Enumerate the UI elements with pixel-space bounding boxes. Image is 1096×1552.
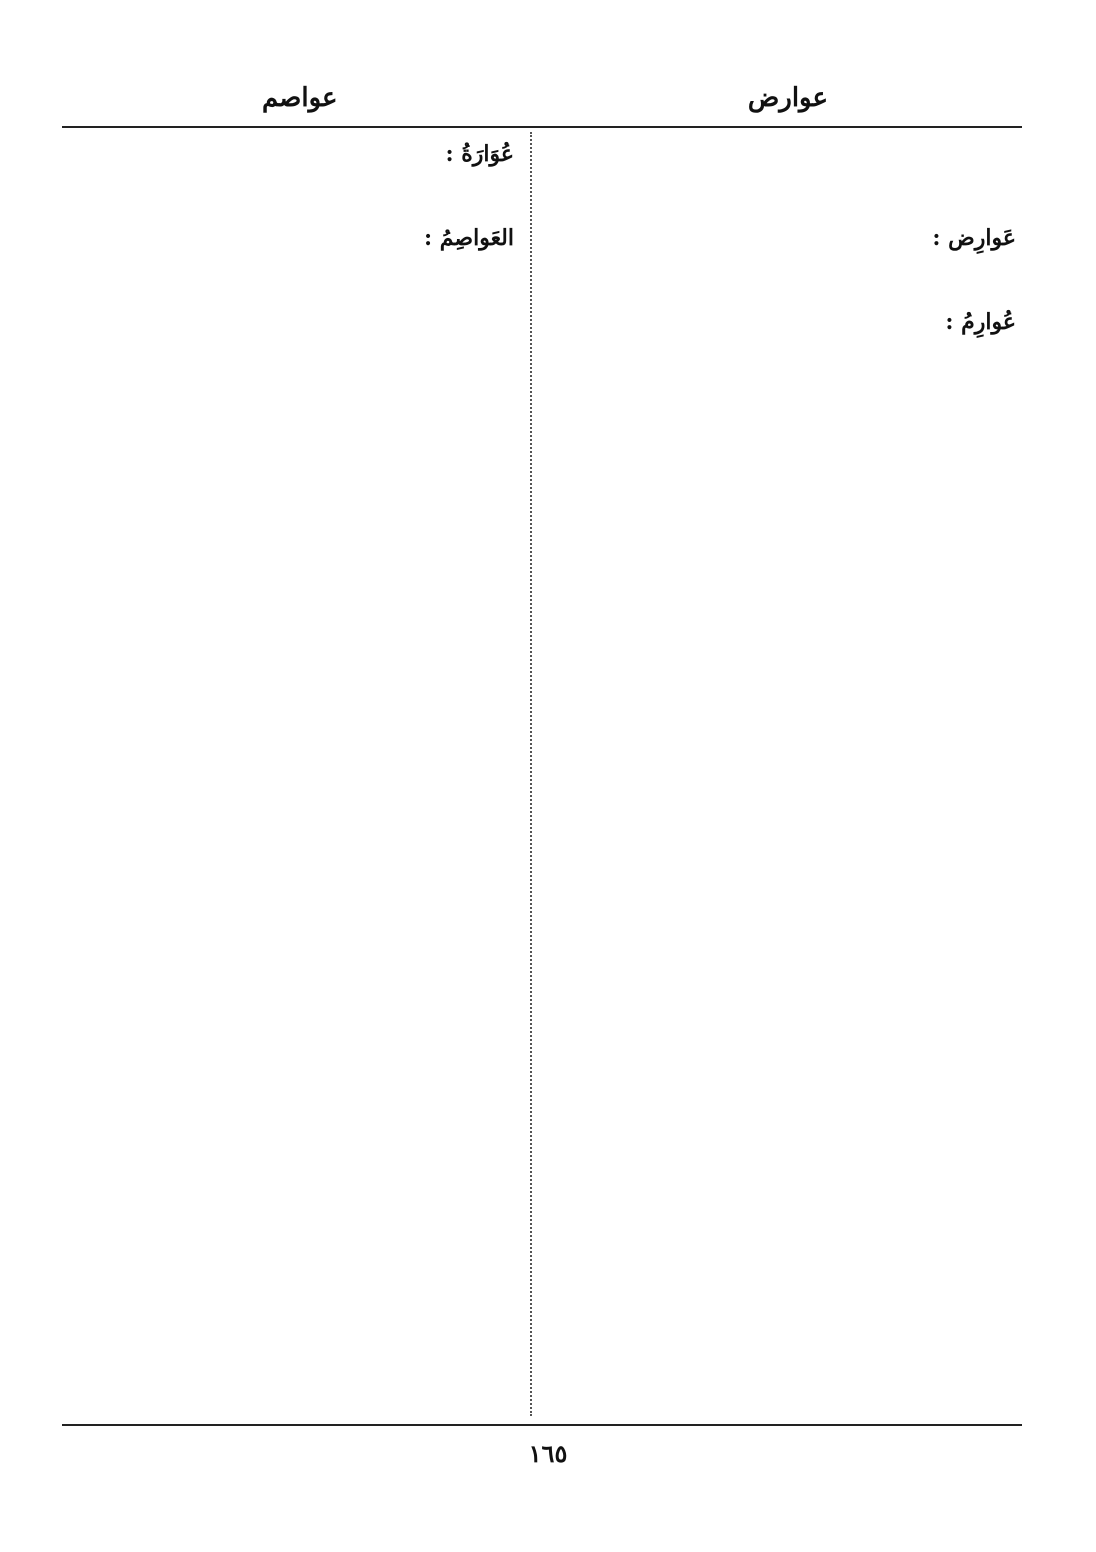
top-rule xyxy=(62,126,1022,128)
entry-headword: عُوارِمُ : xyxy=(945,309,1016,335)
page-number: ١٦٥ xyxy=(528,1439,568,1468)
entry xyxy=(70,220,514,294)
left-column xyxy=(70,136,514,1412)
bottom-rule xyxy=(62,1424,1022,1426)
entry-headword: عُوَارَةُ : xyxy=(445,141,514,167)
entry xyxy=(546,304,1016,378)
entry-headword: العَواصِمُ : xyxy=(423,225,514,251)
running-head-left: عواصم xyxy=(262,83,338,113)
entry xyxy=(546,220,1016,294)
entry xyxy=(70,136,514,210)
column-divider xyxy=(530,132,532,1416)
running-head-right: عوارض xyxy=(747,83,828,113)
right-column xyxy=(546,136,1016,1412)
entry xyxy=(546,136,1016,210)
entry-headword: عَوارِض : xyxy=(932,225,1016,251)
